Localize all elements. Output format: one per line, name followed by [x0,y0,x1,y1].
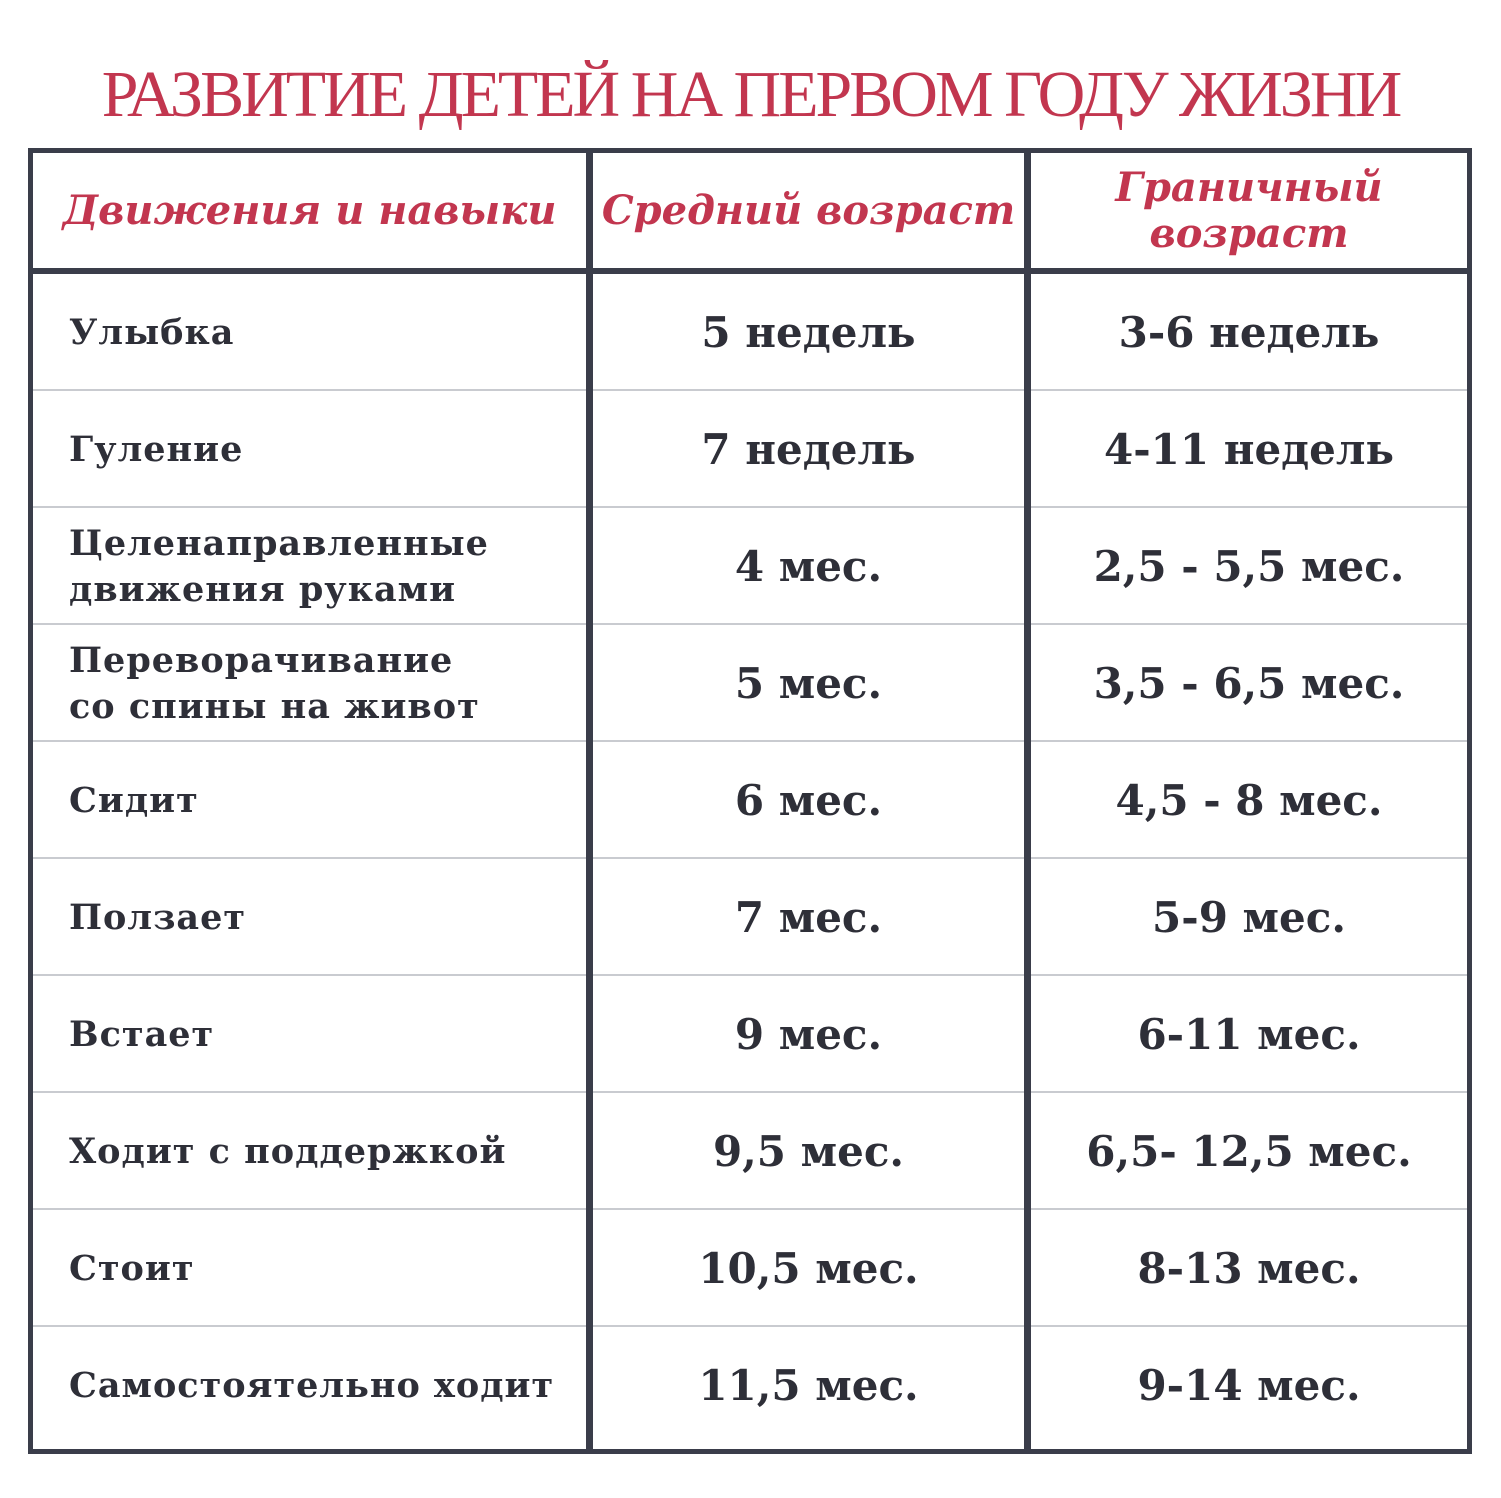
table-body [33,274,1467,1449]
table-row [33,742,1467,859]
cell-skill: Самостоятельно ходит [69,1364,555,1406]
cell-skill: Гуление [69,428,244,470]
column-divider [1024,153,1031,1449]
cell-boundary-age: 3,5 - 6,5 мес. [1093,659,1405,708]
cell-average-age: 6 мес. [734,776,883,825]
cell-boundary-age: 3-6 недель [1118,308,1380,357]
header-boundary-age: Граничный возраст [1115,163,1383,257]
cell-boundary-age: 9-14 мес. [1137,1361,1361,1410]
table-row [33,1327,1467,1444]
cell-skill: Ходит с поддержкой [69,1130,507,1172]
table-row [33,859,1467,976]
page-title: РАЗВИТИЕ ДЕТЕЙ НА ПЕРВОМ ГОДУ ЖИЗНИ [101,58,1400,131]
cell-boundary-age: 4,5 - 8 мес. [1115,776,1383,825]
cell-average-age: 5 мес. [734,659,883,708]
cell-skill: Стоит [69,1247,195,1289]
cell-skill: Переворачивание со спины на живот [69,639,480,727]
cell-skill: Сидит [69,779,199,821]
cell-average-age: 7 недель [701,425,916,474]
table-row [33,1093,1467,1210]
cell-boundary-age: 6-11 мес. [1137,1010,1361,1059]
header-average-age: Средний возраст [601,186,1016,234]
cell-average-age: 10,5 мес. [698,1244,919,1293]
cell-average-age: 4 мес. [734,542,883,591]
table-row [33,391,1467,508]
cell-skill: Улыбка [69,311,235,353]
cell-skill: Встает [69,1013,215,1055]
table-row [33,1210,1467,1327]
cell-boundary-age: 8-13 мес. [1137,1244,1361,1293]
cell-boundary-age: 2,5 - 5,5 мес. [1093,542,1405,591]
cell-boundary-age: 4-11 недель [1103,425,1395,474]
cell-boundary-age: 5-9 мес. [1152,893,1346,942]
cell-average-age: 11,5 мес. [698,1361,919,1410]
table-row [33,625,1467,742]
cell-boundary-age: 6,5- 12,5 мес. [1086,1127,1412,1176]
header-skills: Движения и навыки [62,186,557,234]
development-table [28,148,1472,1454]
cell-average-age: 9 мес. [734,1010,883,1059]
cell-skill: Ползает [69,896,247,938]
table-row [33,976,1467,1093]
cell-average-age: 5 недель [701,308,916,357]
table-row [33,274,1467,391]
cell-skill: Целенаправленные движения руками [69,522,489,610]
column-divider [586,153,593,1449]
cell-average-age: 9,5 мес. [712,1127,905,1176]
table-row [33,508,1467,625]
cell-average-age: 7 мес. [734,893,883,942]
table-header [33,153,1467,268]
